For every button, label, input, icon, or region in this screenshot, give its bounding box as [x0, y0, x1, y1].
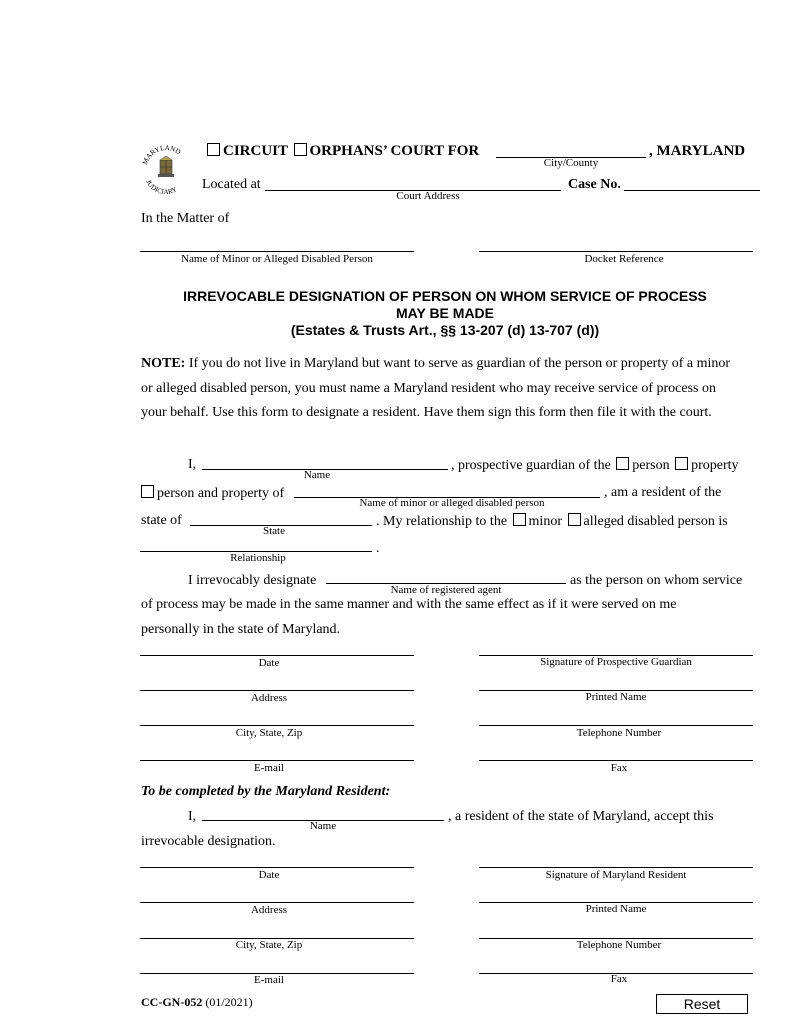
minor-name-caption: Name of Minor or Alleged Disabled Person	[181, 253, 373, 265]
resident-telephone-input[interactable]	[479, 922, 753, 938]
relationship-caption: Relationship	[230, 552, 286, 564]
alleged-disabled-checkbox[interactable]	[568, 513, 581, 526]
process-line-text: of process may be made in the same manner and with the same effect as if it were served on me	[141, 597, 677, 612]
circuit-label: CIRCUIT	[223, 143, 288, 159]
note-paragraph	[141, 352, 730, 426]
minor-name-line	[140, 251, 414, 252]
prospective-guardian-text: , prospective guardian of the	[451, 458, 611, 473]
court-address-input[interactable]	[265, 174, 561, 190]
circuit-checkbox[interactable]	[207, 143, 220, 156]
resident-city-caption: City, State, Zip	[235, 939, 303, 951]
maryland-judiciary-seal	[138, 140, 194, 196]
prospective-guardian-row	[451, 457, 739, 474]
guardian-printed-name-caption: Printed Name	[585, 691, 647, 703]
orphans-court-checkbox[interactable]	[294, 143, 307, 156]
guardian-city-line	[140, 725, 414, 726]
guardian-printed-name-input[interactable]	[479, 674, 753, 690]
property-label: property	[691, 458, 739, 473]
svg-text:JUDICIARY	[144, 178, 178, 196]
personally-line-text: personally in the state of Maryland.	[141, 622, 341, 637]
person-and-property-row	[141, 485, 284, 502]
resident-designation-text: irrevocable designation.	[141, 834, 276, 849]
property-checkbox[interactable]	[675, 457, 688, 470]
designation-i-label: I,	[188, 457, 197, 472]
resident-accept-text: , a resident of the state of Maryland, accept this	[448, 809, 714, 824]
form-title-line2: MAY BE MADE	[395, 305, 495, 321]
resident-i-label: I,	[188, 809, 197, 824]
state-input[interactable]	[190, 509, 372, 525]
resident-address-caption: Address	[250, 904, 288, 916]
resident-city-input[interactable]	[140, 922, 414, 938]
guardian-fax-input[interactable]	[479, 744, 753, 760]
guardian-address-caption: Address	[250, 692, 288, 704]
note-line2: or alleged disabled person, you must name a Maryland resident who may receive service of process on	[141, 380, 716, 396]
resident-fax-caption: Fax	[610, 973, 628, 985]
alleged-disabled-label: alleged disabled person is	[583, 514, 728, 529]
case-no-input[interactable]	[624, 174, 760, 190]
guardian-city-input[interactable]	[140, 709, 414, 725]
relationship-input[interactable]	[140, 535, 372, 551]
resident-fax-input[interactable]	[479, 957, 753, 973]
guardian-telephone-line	[479, 725, 753, 726]
form-title-citation: (Estates & Trusts Art., §§ 13-207 (d) 13-707 (d))	[290, 322, 600, 338]
form-revision: (01/2021)	[205, 995, 253, 1009]
court-type-row	[205, 143, 479, 160]
note-line1: If you do not live in Maryland but want to serve as guardian of the person or property of a minor	[185, 356, 731, 371]
minor-label: minor	[528, 514, 562, 529]
case-no-line	[624, 190, 760, 191]
resident-date-caption: Date	[258, 869, 280, 881]
guardian-address-input[interactable]	[140, 674, 414, 690]
in-the-matter-label: In the Matter of	[141, 211, 230, 226]
guardian-name-caption: Name	[303, 469, 331, 481]
form-number-code: CC-GN-052	[141, 995, 203, 1009]
minor-name-input[interactable]	[140, 234, 414, 250]
agent-name-caption: Name of registered agent	[390, 584, 502, 596]
guardian-date-caption: Date	[258, 657, 280, 669]
relationship-period: .	[376, 541, 380, 556]
guardian-date-input[interactable]	[140, 639, 414, 655]
guardian-email-line	[140, 760, 414, 761]
city-county-input[interactable]	[496, 141, 646, 157]
note-line3: your behalf. Use this form to designate a resident. Have them sign this form then file it with the court.	[141, 405, 712, 420]
guardian-fax-line	[479, 760, 753, 761]
resident-printed-name-caption: Printed Name	[585, 903, 647, 915]
state-of-label: state of	[141, 513, 182, 528]
docket-caption: Docket Reference	[584, 253, 664, 265]
resident-address-input[interactable]	[140, 886, 414, 902]
resident-date-line	[140, 867, 414, 868]
resident-signature-line	[479, 867, 753, 868]
relationship-text: . My relationship to the	[376, 514, 508, 529]
case-no-label: Case No.	[568, 177, 621, 192]
form-title-line1: IRREVOCABLE DESIGNATION OF PERSON ON WHOM SERVICE OF PROCESS	[183, 288, 707, 304]
guardian-email-input[interactable]	[140, 744, 414, 760]
irrevocably-designate-label: I irrevocably designate	[188, 573, 317, 588]
court-address-caption: Court Address	[396, 190, 460, 202]
resident-heading: To be completed by the Maryland Resident:	[141, 784, 391, 799]
person-and-property-checkbox[interactable]	[141, 485, 154, 498]
resident-of-text: , am a resident of the	[604, 485, 722, 500]
note-bold: NOTE:	[141, 356, 186, 371]
person-label: person	[632, 458, 670, 473]
docket-input[interactable]	[479, 234, 753, 250]
seal-top-text: MARYLAND	[140, 143, 183, 166]
guardian-telephone-caption: Telephone Number	[576, 727, 662, 739]
agent-name-input[interactable]	[326, 567, 566, 583]
state-caption: State	[263, 525, 285, 537]
resident-telephone-caption: Telephone Number	[576, 939, 662, 951]
docket-line	[479, 251, 753, 252]
located-at-label: Located at	[202, 177, 261, 192]
city-county-caption: City/County	[543, 157, 599, 169]
resident-email-caption: E-mail	[254, 974, 284, 986]
maryland-label: , MARYLAND	[649, 143, 746, 159]
person-checkbox[interactable]	[616, 457, 629, 470]
guardian-city-caption: City, State, Zip	[235, 727, 303, 739]
resident-date-input[interactable]	[140, 851, 414, 867]
as-person-text: as the person on whom service	[570, 573, 743, 588]
person-and-property-label: person and property of	[157, 486, 285, 501]
guardian-date-line	[140, 655, 414, 656]
resident-name-caption: Name	[309, 820, 337, 832]
resident-address-line	[140, 902, 414, 903]
guardian-telephone-input[interactable]	[479, 709, 753, 725]
seal-icon	[138, 140, 194, 196]
minor-disabled-name-caption: Name of minor or alleged disabled person	[359, 497, 545, 509]
guardian-email-caption: E-mail	[254, 762, 284, 774]
orphans-court-label: ORPHANS’ COURT FOR	[309, 143, 480, 159]
resident-name-input[interactable]	[202, 804, 444, 820]
form-number	[141, 995, 253, 1010]
seal-bottom-text: JUDICIARY	[144, 178, 179, 196]
reset-button[interactable]: Reset	[656, 994, 748, 1014]
resident-signature-caption: Signature of Maryland Resident	[545, 869, 687, 881]
minor-disabled-name-input[interactable]	[294, 481, 600, 497]
relationship-row	[376, 513, 728, 530]
resident-printed-name-input[interactable]	[479, 886, 753, 902]
guardian-name-input[interactable]	[202, 453, 448, 469]
guardian-fax-caption: Fax	[610, 762, 628, 774]
guardian-address-line	[140, 690, 414, 691]
guardian-signature-caption: Signature of Prospective Guardian	[540, 656, 692, 668]
minor-checkbox[interactable]	[513, 513, 526, 526]
resident-email-input[interactable]	[140, 957, 414, 973]
